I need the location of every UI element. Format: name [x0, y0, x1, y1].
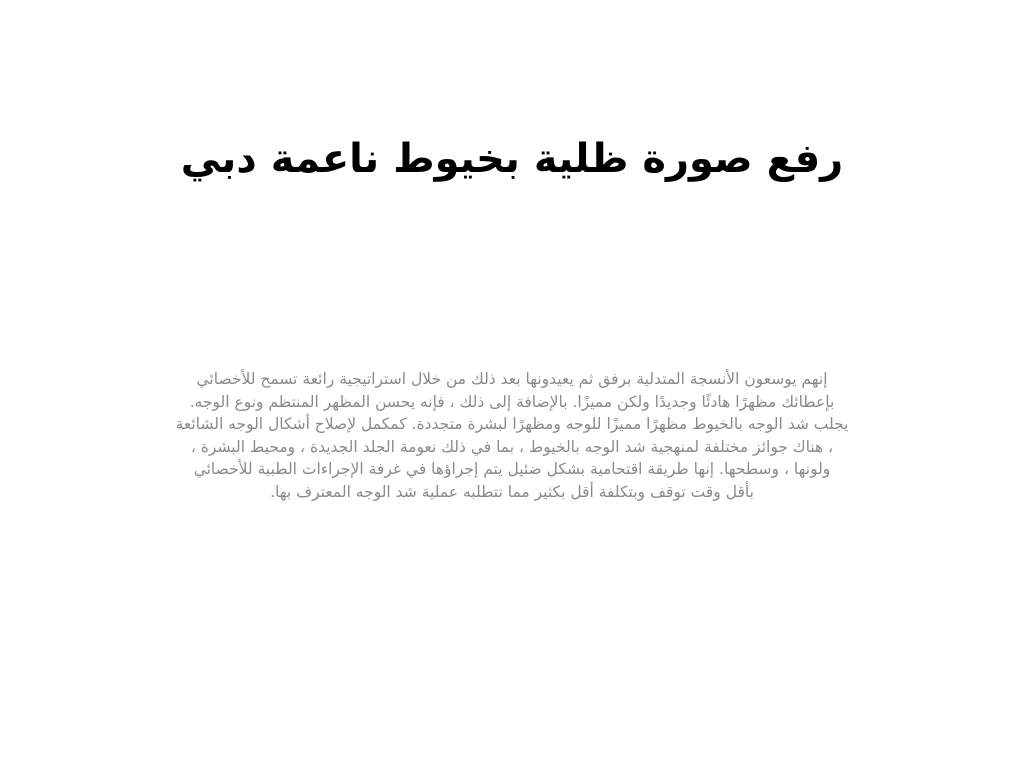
body-line: ، هناك جوائز مختلفة لمنهجية شد الوجه بالخيوط ، بما في ذلك نعومة الجلد الجديدة ، ومحيط البشرة ، — [190, 437, 834, 456]
body-line: يجلب شد الوجه بالخيوط مظهرًا مميزًا للوجه ومظهرًا لبشرة متجددة. كمكمل لإصلاح أشكال الوجه الشائعة — [175, 415, 849, 433]
body-line: إنهم يوسعون الأنسجة المتدلية برفق ثم يعيدونها بعد ذلك من خلال استراتيجية رائعة تسمح للأخصائي — [196, 370, 828, 388]
body-line: بأقل وقت توقف وبتكلفة أقل بكثير مما تتطلبه عملية شد الوجه المعترف بها. — [270, 482, 754, 501]
body-line: ولونها ، وسطحها. إنها طريقة اقتحامية بشكل ضئيل يتم إجراؤها في غرفة الإجراءات الطبية للأخصائي — [193, 460, 831, 478]
body-line: بإعطائك مظهرًا هادئًا وجديدًا ولكن مميزًا. بالإضافة إلى ذلك ، فإنه يحسن المظهر المنتظم ونوع الوجه. — [189, 392, 835, 411]
slide-body-text — [160, 368, 864, 503]
slide-title: رفع صورة ظلية بخيوط ناعمة دبي — [180, 136, 844, 182]
